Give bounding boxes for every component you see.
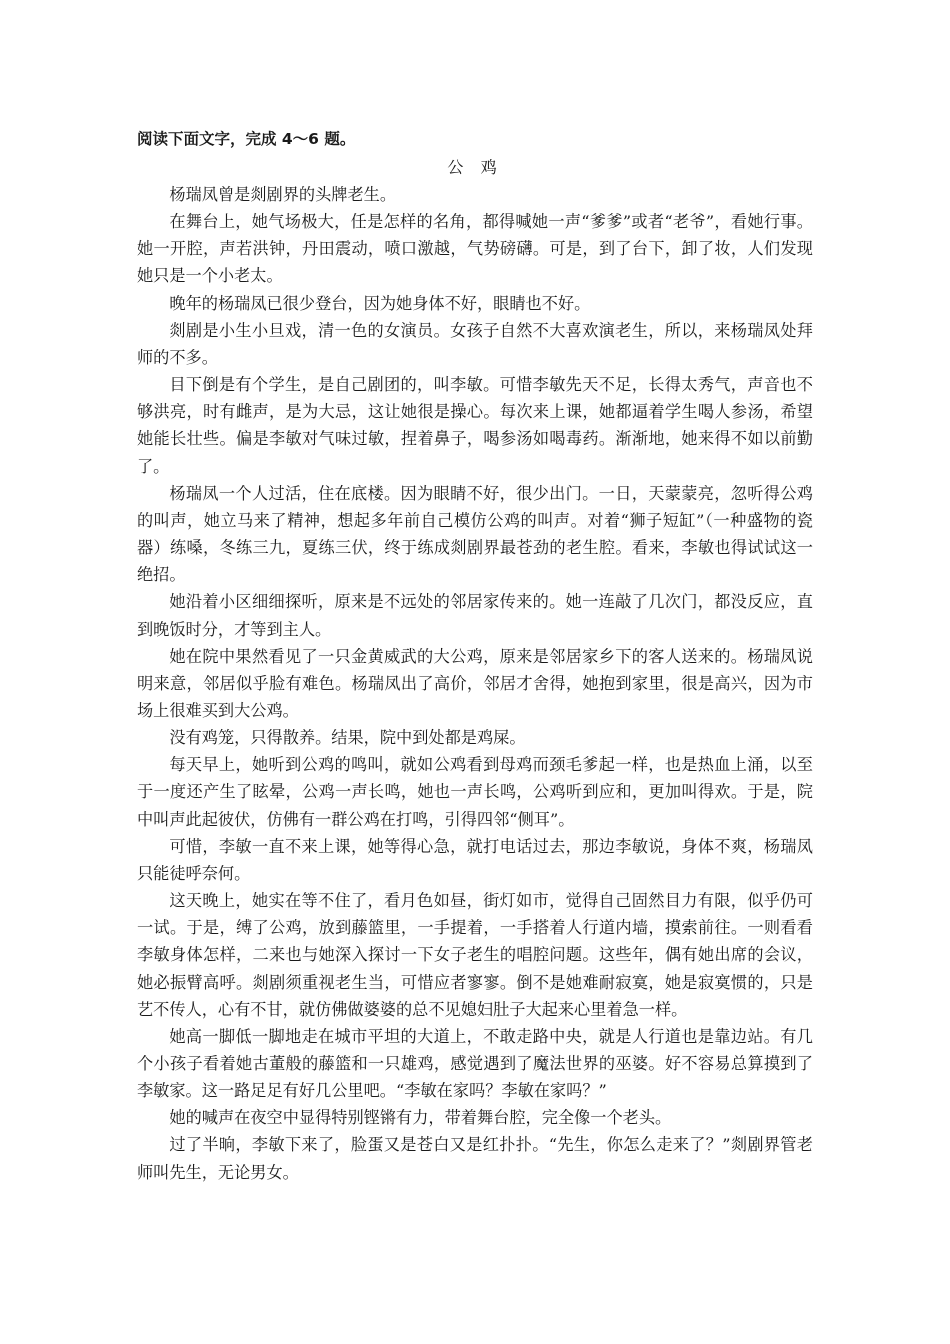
paragraph: 她高一脚低一脚地走在城市平坦的大道上，不敢走路中央，就是人行道也是靠边站。有几个小孩子看着她古董般的藤篮和一只雄鸡，感觉遇到了魔法世界的巫婆。好不容易总算摸到了李敏家。这一路足足有好几公里吧。“李敏在家吗？李敏在家吗？” (137, 1026, 813, 1101)
paragraph: 晚年的杨瑞凤已很少登台，因为她身体不好，眼睛也不好。 (169, 293, 591, 313)
paragraph: 杨瑞凤曾是剡剧界的头牌老生。 (169, 185, 397, 204)
document-page (137, 127, 813, 1186)
paragraph: 这天晚上，她实在等不住了，看月色如昼，街灯如市，觉得自己固然目力有限，似乎仍可一试。于是，缚了公鸡，放到藤篮里，一手提着，一手搭着人行道内墙，摸索前往。一则看看李敏身体怎样，二来也与她深入探讨一下女子老生的唱腔问题。这些年，偶有她出席的会议，她必振臂高呼。剡剧须重视老生当，可惜应者寥寥。倒不是她难耐寂寞，她是寂寞惯的，只是艺不传人，心有不甘，就仿佛做婆婆的总不见媳妇肚子大起来心里着急一样。 (137, 891, 813, 1019)
paragraph: 可惜，李敏一直不来上课，她等得心急，就打电话过去，那边李敏说，身体不爽，杨瑞凤只能徒呼奈何。 (137, 836, 813, 883)
paragraph: 目下倒是有个学生，是自己剧团的，叫李敏。可惜李敏先天不足，长得太秀气，声音也不够洪亮，时有雌声，是为大忌，这让她很是操心。每次来上课，她都逼着学生喝人参汤，希望她能长壮些。偏是李敏对气味过敏，捏着鼻子，喝参汤如喝毒药。渐渐地，她来得不如以前勤了。 (137, 375, 813, 476)
paragraph: 在舞台上，她气场极大，任是怎样的名角，都得喊她一声“爹爹”或者“老爷”，看她行事。她一开腔，声若洪钟，丹田震动，喷口激越，气势磅礴。可是，到了台下，卸了妆，人们发现她只是一个小老太。 (137, 212, 813, 286)
paragraph: 剡剧是小生小旦戏，清一色的女演员。女孩子自然不大喜欢演老生，所以，来杨瑞凤处拜师的不多。 (137, 320, 813, 367)
paragraph: 她的喊声在夜空中显得特别铿锵有力，带着舞台腔，完全像一个老头。 (169, 1108, 672, 1128)
instruction-heading: 阅读下面文字，完成 4～6 题。 (137, 130, 356, 148)
paragraph: 杨瑞凤一个人过活，住在底楼。因为眼睛不好，很少出门。一日，天蒙蒙亮，忽听得公鸡的叫声，她立马来了精神，想起多年前自己模仿公鸡的叫声。对着“狮子短缸”（一种盛物的瓷器）练嗓，冬练三九，夏练三伏，终于练成剡剧界最苍劲的老生腔。看来，李敏也得试试这一绝招。 (137, 483, 813, 585)
paragraph: 没有鸡笼，只得散养。结果，院中到处都是鸡屎。 (169, 728, 526, 748)
story-title: 公 鸡 (447, 158, 503, 177)
paragraph: 她沿着小区细细探听，原来是不远处的邻居家传来的。她一连敲了几次门，都没反应，直到晚饭时分，才等到主人。 (137, 592, 813, 639)
paragraph: 她在院中果然看见了一只金黄威武的大公鸡，原来是邻居家乡下的客人送来的。杨瑞凤说明来意，邻居似乎脸有难色。杨瑞凤出了高价，邻居才舍得，她抱到家里，很是高兴，因为市场上很难买到大公鸡。 (137, 646, 813, 720)
paragraph: 每天早上，她听到公鸡的鸣叫，就如公鸡看到母鸡而颈毛爹起一样，也是热血上涌，以至于一度还产生了眩晕，公鸡一声长鸣，她也一声长鸣，公鸡听到应和，更加叫得欢。于是，院中叫声此起彼伏，仿佛有一群公鸡在打鸣，引得四邻“侧耳”。 (137, 755, 813, 829)
paragraph: 过了半晌，李敏下来了，脸蛋又是苍白又是红扑扑。“先生，你怎么走来了？”剡剧界管老师叫先生，无论男女。 (137, 1135, 813, 1182)
